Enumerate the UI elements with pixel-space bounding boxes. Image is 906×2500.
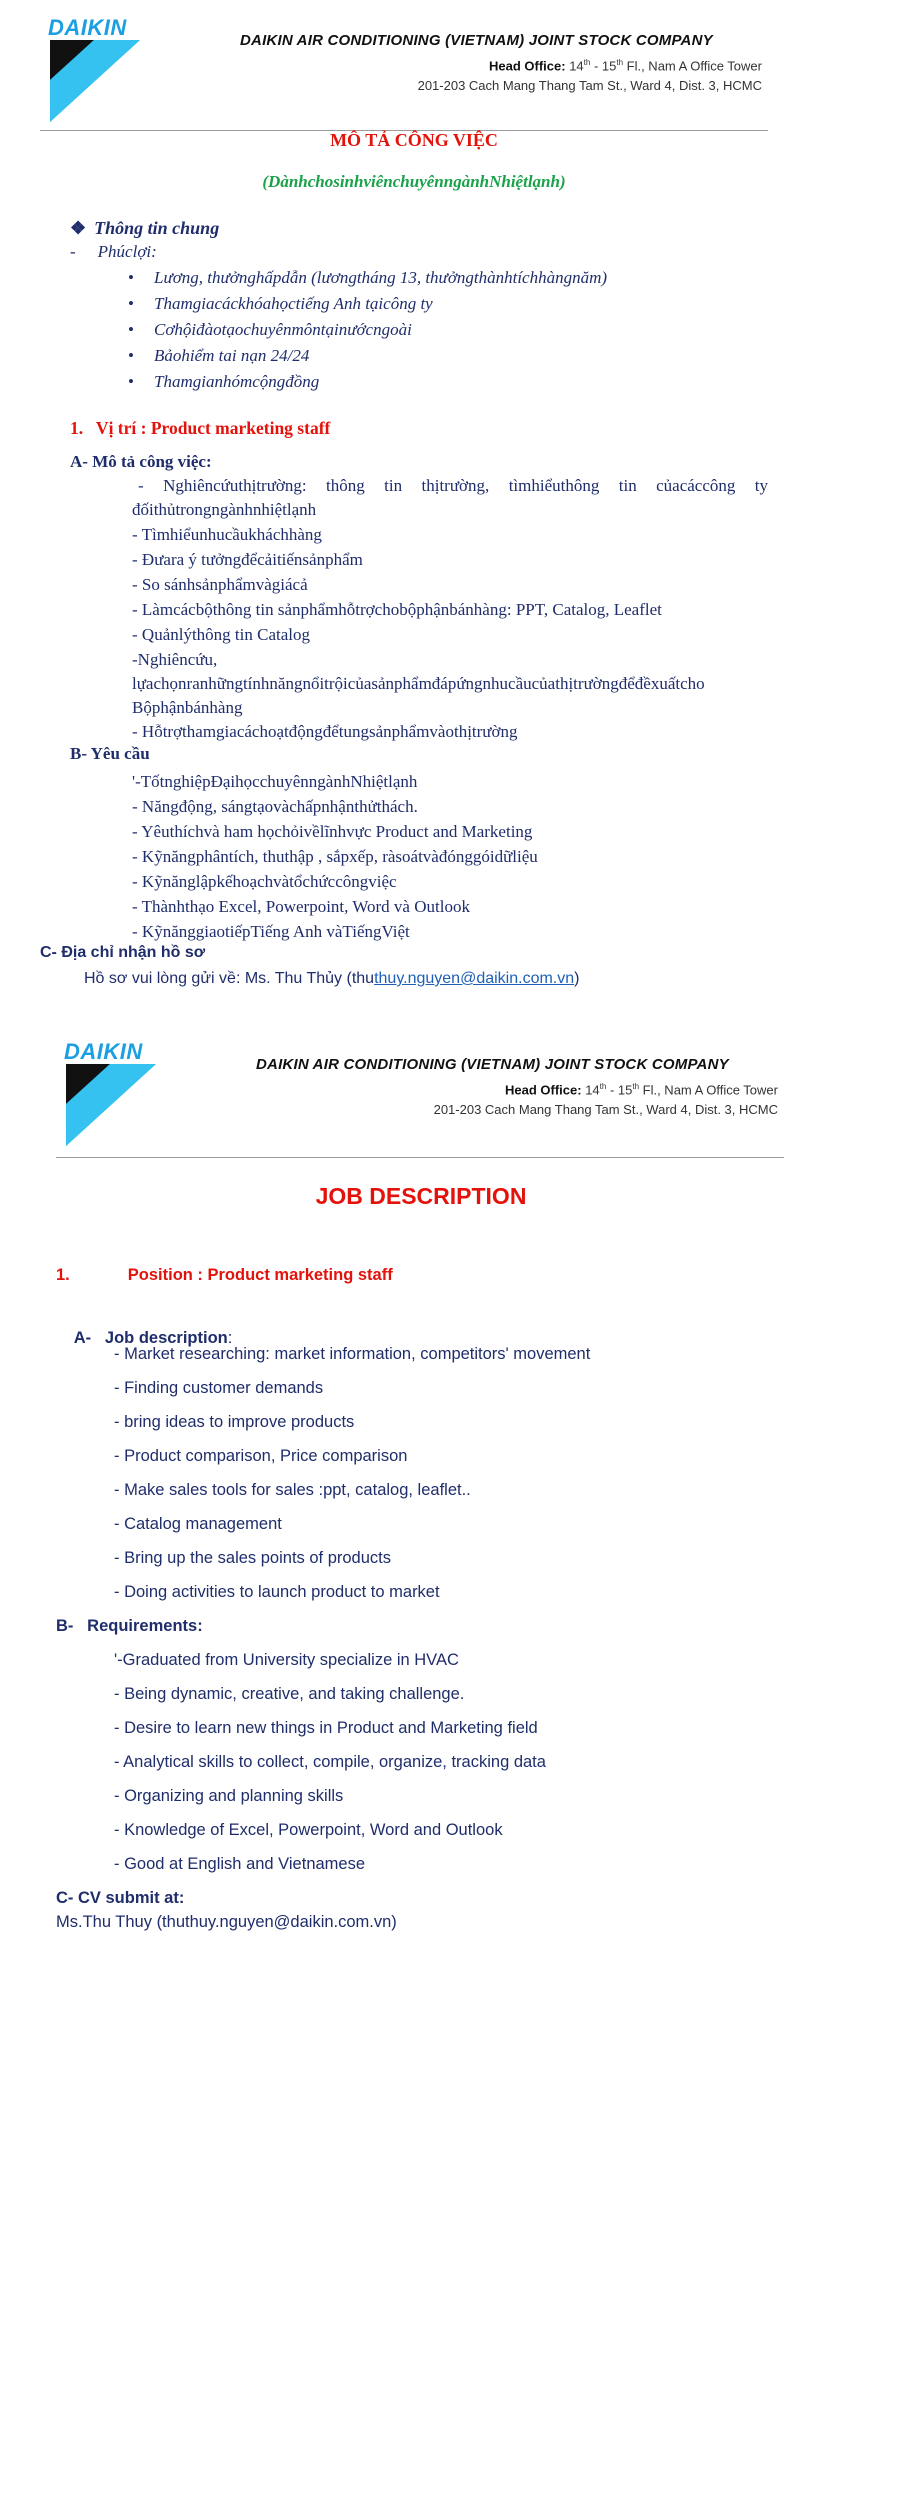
office-sup-b: th [616,58,624,67]
logo-wordmark: DAIKIN [48,15,127,40]
daikin-emblem-icon [66,1064,156,1146]
benefit-item: • Bảohiểm tai nạn 24/24 [154,346,309,366]
benefits-label: Phúclợi: [97,242,157,261]
requirement-item: - Organizing and planning skills [114,1787,344,1805]
job-desc-item: - Product comparison, Price comparison [114,1447,408,1465]
contact-heading-vn: C- Địa chỉ nhận hồ sơ [40,944,206,961]
job-desc-item: - So sánhsảnphẩmvàgiácả [132,575,308,594]
page-subtitle-vn: (DànhchosinhviênchuyênngànhNhiệtlạnh) [262,172,566,191]
job-desc-item: - Quảnlýthông tin Catalog [132,625,311,644]
job-desc-item: - Nghiêncứuthịtrường: thông tin thịtrường, tìmhiểuthông tin củacáccông ty [138,476,768,495]
cv-submit-heading: C- CV submit at: [56,1889,185,1907]
daikin-emblem-icon [50,40,140,122]
job-desc-item: - Làmcácbộthông tin sảnphẩmhỗtrợchobộphậnbánhàng: PPT, Catalog, Leaflet [132,600,662,619]
job-desc-item: lựachọnranhữngtínhnăngnổitrộicủasảnphẩmđápứngnhucầucủathịtrườngđểđềxuấtcho [132,674,705,693]
requirement-item: - Kỹnăngphântích, thuthập , sắpxếp, ràsoátvàđónggóidữliệu [132,847,538,866]
benefit-item: • Lương, thưởnghấpdẫn (lươngtháng 13, thưởngthànhtíchhàngnăm) [154,268,607,288]
benefits-heading [70,242,157,262]
job-desc-colon: : [227,1329,233,1347]
office-floor-a: 14 [569,58,584,74]
general-info-heading [70,218,219,239]
requirement-item: - KỹnănggiaotiếpTiếng Anh vàTiếngViệt [132,922,410,941]
page-title-en: JOB DESCRIPTION [315,1183,527,1209]
company-name: DAIKIN AIR CONDITIONING (VIETNAM) JOINT STOCK COMPANY [240,32,713,49]
position-heading-en [56,1266,393,1285]
logo-wordmark: DAIKIN [64,1039,143,1064]
position-heading-vn: 1. Vị trí : Product marketing staff [70,418,331,438]
requirement-item: - Good at English and Vietnamese [114,1855,366,1873]
office-rest: Fl., Nam A Office Tower [639,1082,778,1098]
head-office-label: Head Office: [505,1082,582,1098]
header-divider [56,1157,784,1158]
office-address: 201-203 Cach Mang Thang Tam St., Ward 4, Dist. 3, HCMC [417,78,762,93]
job-desc-item: - Bring up the sales points of products [114,1549,391,1567]
job-desc-label: A- Job description [73,1329,228,1347]
office-rest: Fl., Nam A Office Tower [623,58,762,74]
head-office-label: Head Office: [489,58,566,74]
office-address: 201-203 Cach Mang Thang Tam St., Ward 4, Dist. 3, HCMC [433,1102,778,1117]
head-office-line [489,58,762,73]
job-desc-item: - Tìmhiểunhucầukháchhàng [132,525,322,544]
requirement-item: - Thànhthạo Excel, Powerpoint, Word và Outlook [132,897,470,916]
requirement-item: - Being dynamic, creative, and taking challenge. [114,1685,465,1703]
requirements-list-vn [132,770,538,944]
requirement-item: - Knowledge of Excel, Powerpoint, Word and Outlook [114,1821,503,1839]
benefit-item: • Thamgianhómcộngđồng [154,372,319,392]
job-desc-item: - Market researching: market information, competitors' movement [114,1345,591,1363]
requirement-item: - Kỹnănglậpkếhoạchvàtổchứccôngviệc [132,872,397,891]
requirements-heading-vn: B- Yêu cầu [70,744,150,763]
job-desc-item: -Nghiêncứu, [132,650,218,669]
office-floor-a: 14 [585,1082,600,1098]
daikin-logo [64,1040,160,1146]
job-desc-item: - Hỗtrợthamgiacáchoạtđộngđểtungsảnphẩmvàothịtrường [132,722,518,741]
requirement-item: '-TốtnghiệpĐạihọcchuyênngànhNhiệtlạnh [132,772,418,791]
job-desc-item: - Finding customer demands [114,1379,324,1397]
cv-submit-contact: Ms.Thu Thuy (thuthuy.nguyen@daikin.com.vn) [56,1913,397,1931]
head-office-line [505,1082,778,1097]
job-desc-item: - Đưara ý tưởngđểcảitiếnsảnphẩm [132,550,363,569]
diamond-bullet-icon: ❖ [70,218,87,238]
contact-email-link[interactable]: thuy.nguyen@daikin.com.vn [374,970,575,987]
requirements-heading-en: B- Requirements: [56,1617,203,1635]
page-title-vn: MÔ TẢ CÔNG VIỆC [330,130,498,150]
contact-line-vn [84,970,579,988]
job-desc-item: - Catalog management [114,1515,282,1533]
office-dash: - 15 [606,1082,633,1098]
contact-text: Hồ sơ vui lòng gửi về: Ms. Thu Thủy (thu [84,970,375,987]
benefit-item: • Thamgiacáckhóahọctiếng Anh tạicông ty [154,294,433,314]
office-sup-a: th [599,1082,607,1091]
general-info-label: Thông tin chung [94,218,220,238]
requirement-item: - Desire to learn new things in Product and Marketing field [114,1719,538,1737]
requirement-item: - Analytical skills to collect, compile, organize, tracking data [114,1753,546,1771]
job-desc-item: Bộphậnbánhàng [132,698,243,717]
office-sup-b: th [632,1082,640,1091]
position-text: Position : Product marketing staff [127,1266,393,1284]
requirement-item: '-Graduated from University specialize in HVAC [114,1651,459,1669]
job-desc-item: - bring ideas to improve products [114,1413,355,1431]
requirement-item: - Yêuthíchvà ham họchỏivềlĩnhvực Product and Marketing [132,822,533,841]
requirement-item: - Năngđộng, sángtạovàchấpnhậnthửthách. [132,797,418,816]
company-name: DAIKIN AIR CONDITIONING (VIETNAM) JOINT STOCK COMPANY [256,1056,729,1073]
job-desc-list-vn [132,474,768,744]
office-sup-a: th [583,58,591,67]
position-number: 1. [56,1266,70,1284]
office-dash: - 15 [590,58,617,74]
job-desc-heading-vn: A- Mô tả công việc: [70,452,212,471]
job-desc-item: đốithủtrongngànhnhiệtlạnh [132,500,317,519]
benefit-item: • Cơhộiđàotạochuyênmôntạinướcngoài [154,320,412,340]
contact-close-paren: ) [574,970,580,987]
dash-marker: - [70,242,76,261]
daikin-logo [48,16,144,122]
job-desc-item: - Make sales tools for sales :ppt, catalog, leaflet.. [114,1481,471,1499]
job-desc-item: - Doing activities to launch product to market [114,1583,440,1601]
